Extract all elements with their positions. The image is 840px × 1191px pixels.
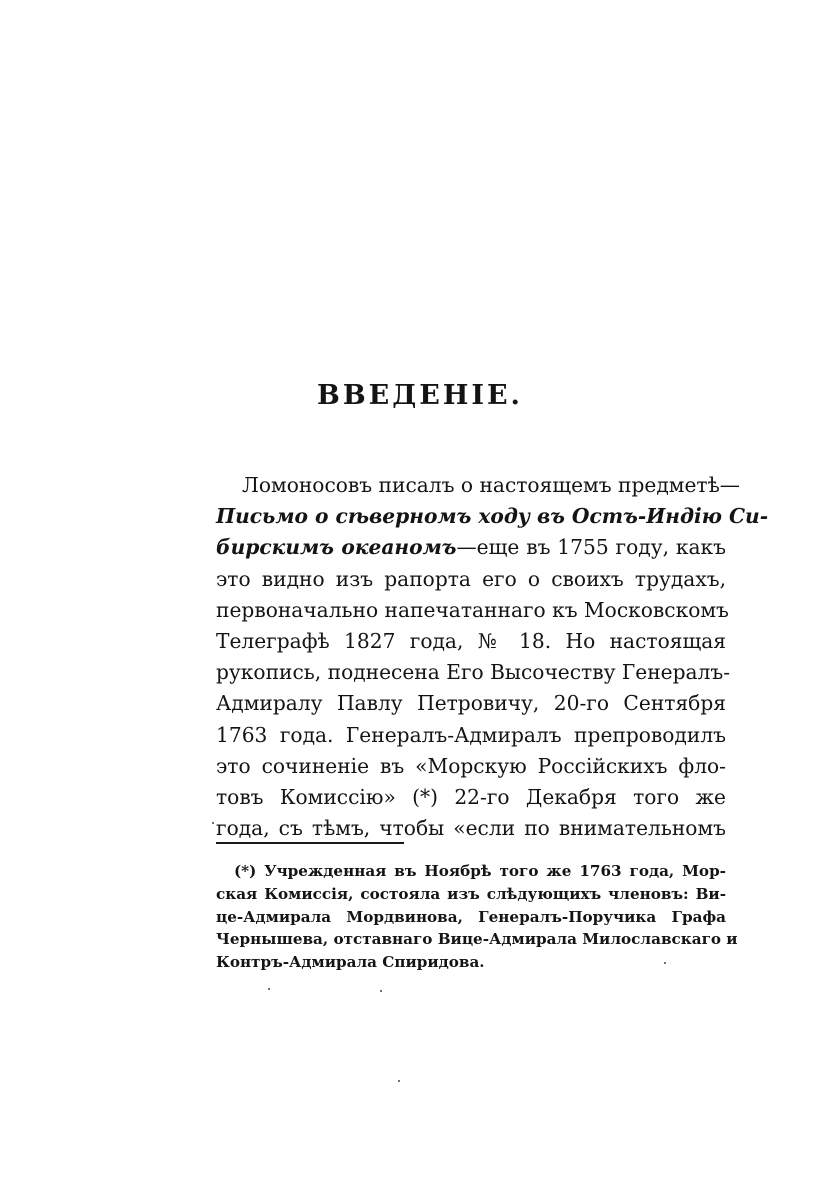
body-text-segment: года, съ тѣмъ, чтобы «если по внимательномъ bbox=[216, 816, 726, 841]
body-line bbox=[216, 813, 726, 844]
body-text-segment: Телеграфѣ 1827 года, № 18. Но настоящая bbox=[216, 629, 726, 654]
body-text-segment: Адмиралу Павлу Петровичу, 20-го Сентября bbox=[216, 691, 726, 716]
print-speck bbox=[380, 990, 382, 992]
footnote-line: Чернышева, отставнаго Вице-Адмирала Милославскаго и bbox=[216, 930, 738, 949]
footnote-line: Контръ-Адмирала Спиридова. bbox=[216, 953, 485, 972]
chapter-title: ВВЕДЕНІЕ. bbox=[317, 380, 523, 411]
footnote bbox=[216, 860, 738, 974]
body-line bbox=[216, 626, 726, 657]
print-speck bbox=[398, 1080, 400, 1082]
footnote-line: ская Комиссія, состояла изъ слѣдующихъ членовъ: Ви- bbox=[216, 884, 726, 903]
footnote-separator bbox=[216, 842, 404, 844]
print-speck bbox=[212, 822, 214, 824]
body-line bbox=[216, 720, 726, 751]
body-text-segment: первоначально напечатаннаго къ Московскомъ bbox=[216, 597, 729, 622]
body-line bbox=[216, 501, 769, 532]
footnote-line: це-Адмирала Мордвинова, Генералъ-Поручика Графа bbox=[216, 907, 726, 926]
italic-title-text: Письмо о сѣверномъ ходу въ Остъ-Индію Си- bbox=[216, 504, 769, 529]
body-line bbox=[216, 751, 726, 782]
body-text-segment: это видно изъ рапорта его о своихъ трудахъ, bbox=[216, 566, 726, 591]
footnote-line: (*) Учрежденная въ Ноябрѣ того же 1763 года, Мор- bbox=[234, 862, 726, 880]
body-text-segment: —еще въ 1755 году, какъ bbox=[456, 535, 726, 560]
body-text-segment: товъ Комиссію» (*) 22-го Декабря того же bbox=[216, 785, 726, 810]
print-speck bbox=[268, 988, 270, 990]
italic-title-text: бирскимъ океаномъ bbox=[216, 535, 457, 560]
body-line bbox=[216, 595, 729, 626]
body-text-segment: Ломоносовъ писалъ о настоящемъ предметѣ— bbox=[242, 473, 740, 497]
body-line bbox=[216, 782, 726, 813]
body-line bbox=[216, 532, 726, 563]
body-line bbox=[216, 564, 726, 595]
body-text-segment: 1763 года. Генералъ-Адмиралъ препроводилъ bbox=[216, 722, 726, 747]
body-text-segment: рукопись, поднесена Его Высочеству Генералъ- bbox=[216, 660, 731, 685]
body-paragraph bbox=[216, 470, 769, 844]
print-speck bbox=[664, 962, 666, 964]
body-line bbox=[216, 688, 726, 719]
body-line bbox=[216, 657, 731, 688]
body-text-segment: это сочиненіе въ «Морскую Россійскихъ фло- bbox=[216, 753, 726, 778]
body-line bbox=[216, 470, 740, 501]
